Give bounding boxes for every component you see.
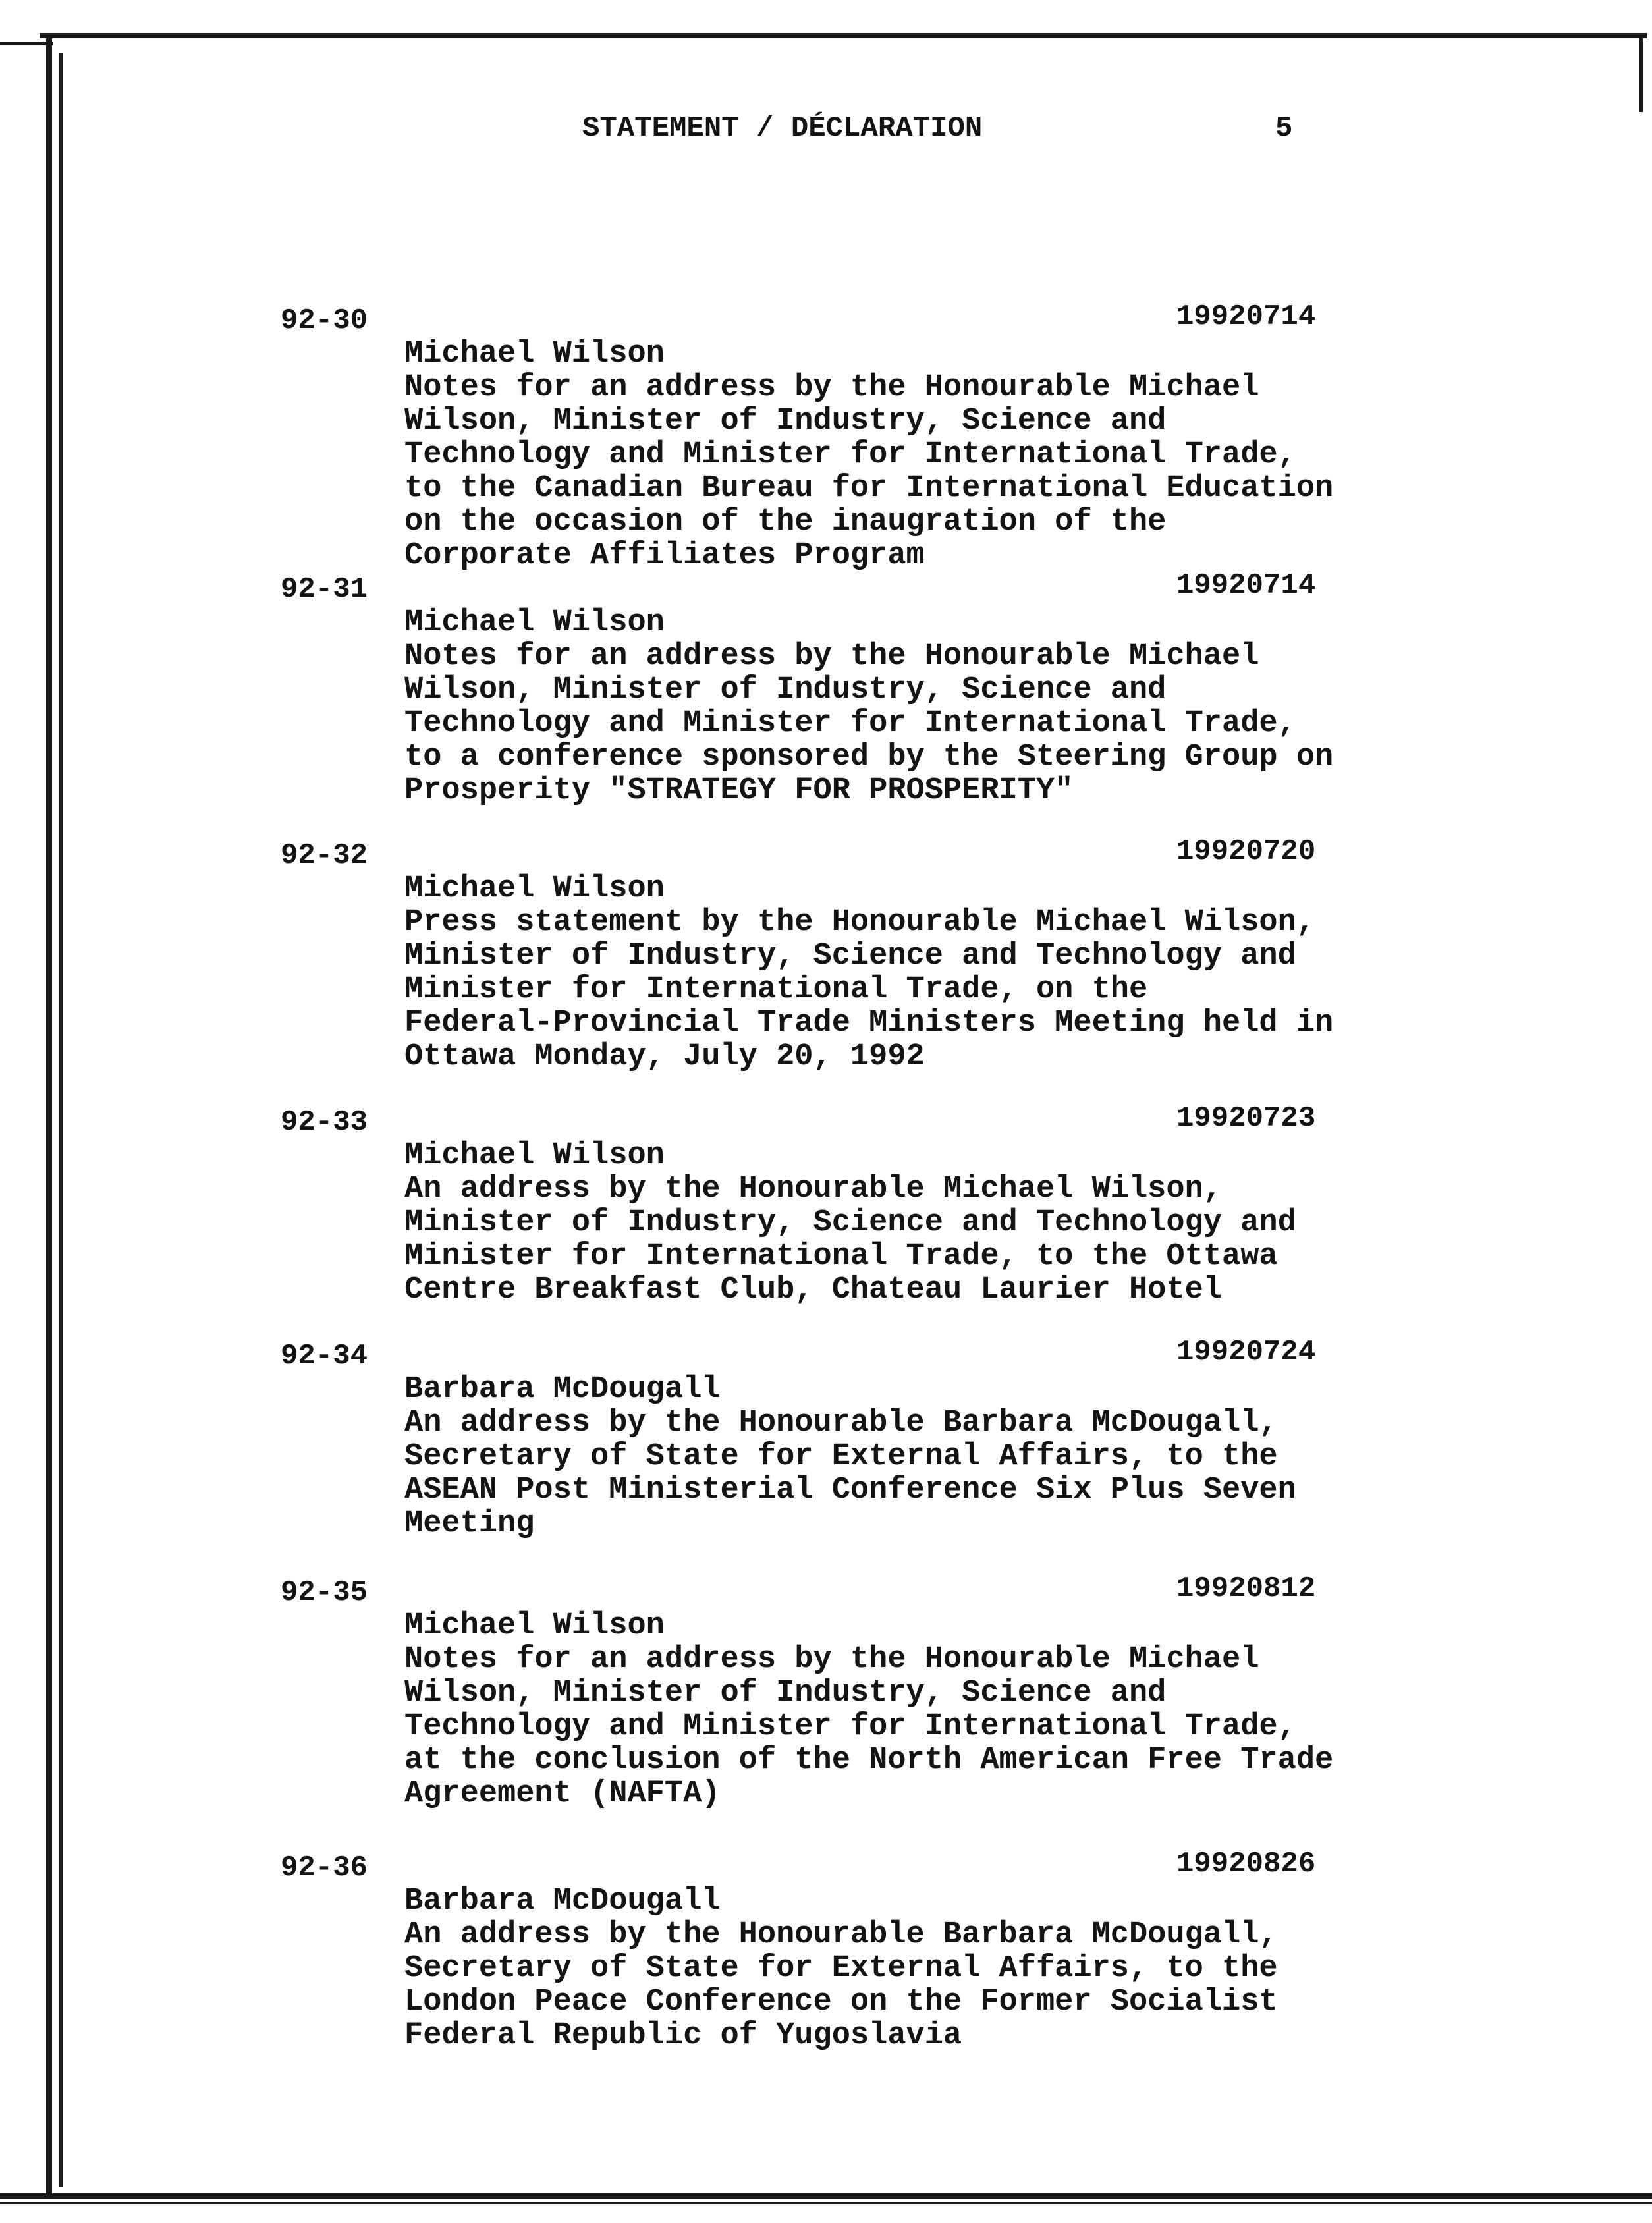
statement-description-line: Corporate Affiliates Program (404, 538, 925, 573)
statement-body (404, 1609, 1524, 1811)
page-header (0, 109, 1652, 149)
statement-number: 92-32 (281, 839, 368, 872)
statement-description-line: Minister of Industry, Science and Technology and (404, 1205, 1296, 1240)
statement-speaker: Michael Wilson (404, 1138, 665, 1173)
statement-description-line: Federal-Provincial Trade Ministers Meeting held in (404, 1006, 1334, 1041)
statement-description-line: Federal Republic of Yugoslavia (404, 2018, 962, 2053)
page-border-top (40, 33, 1647, 38)
statement-entry (0, 835, 1652, 1103)
page-border-right (1639, 33, 1643, 112)
statement-entry (0, 569, 1652, 837)
statement-description-line: to a conference sponsored by the Steering Group on (404, 740, 1334, 775)
statement-description-line: Technology and Minister for International Trade, (404, 437, 1296, 472)
statement-entry (0, 300, 1652, 573)
page-title: STATEMENT / DÉCLARATION (582, 112, 983, 145)
statement-description-line: An address by the Honourable Barbara McDougall, (404, 1406, 1278, 1441)
statement-description-line: Minister for International Trade, to the Ottawa (404, 1239, 1278, 1274)
statement-description-line: Centre Breakfast Club, Chateau Laurier Hotel (404, 1273, 1223, 1307)
statement-description-line: Technology and Minister for International Trade, (404, 1709, 1296, 1744)
statement-date: 19920724 (1176, 1336, 1316, 1369)
statement-speaker: Barbara McDougall (404, 1372, 721, 1407)
statement-description-line: London Peace Conference on the Former Socialist (404, 1985, 1278, 2019)
statement-description-line: Wilson, Minister of Industry, Science and (404, 404, 1167, 439)
statement-body (404, 337, 1524, 572)
statement-description-line: ASEAN Post Ministerial Conference Six Plus Seven (404, 1473, 1296, 1508)
statement-description-line: Notes for an address by the Honourable Michael (404, 639, 1259, 674)
statement-description-line: An address by the Honourable Michael Wilson, (404, 1172, 1223, 1207)
statement-description-line: at the conclusion of the North American Free Trade (404, 1743, 1334, 1778)
statement-date: 19920723 (1176, 1102, 1316, 1135)
statement-date: 19920812 (1176, 1572, 1316, 1605)
statement-number: 92-33 (281, 1106, 368, 1139)
statement-description-line: Wilson, Minister of Industry, Science and (404, 1676, 1167, 1711)
statement-description-line: Minister for International Trade, on the (404, 972, 1148, 1007)
statement-speaker: Michael Wilson (404, 871, 665, 906)
statement-description-line: to the Canadian Bureau for International Education (404, 471, 1334, 506)
statement-description-line: Technology and Minister for International Trade, (404, 706, 1296, 741)
statement-speaker: Barbara McDougall (404, 1884, 721, 1919)
statement-body (404, 606, 1524, 808)
statement-body (404, 872, 1524, 1074)
page-border-top-edge (0, 42, 53, 45)
statement-body (404, 1884, 1524, 2052)
statement-number: 92-35 (281, 1576, 368, 1609)
statement-description-line: Notes for an address by the Honourable Michael (404, 1642, 1259, 1677)
statement-body (404, 1373, 1524, 1541)
page-border-bottom-edge (0, 2202, 1652, 2204)
statement-description-line: Prosperity "STRATEGY FOR PROSPERITY" (404, 773, 1074, 808)
statement-date: 19920720 (1176, 835, 1316, 868)
statement-description-line: Ottawa Monday, July 20, 1992 (404, 1039, 925, 1074)
statement-description-line: Agreement (NAFTA) (404, 1776, 721, 1811)
statement-number: 92-36 (281, 1852, 368, 1884)
statement-description-line: Secretary of State for External Affairs, to the (404, 1439, 1278, 1474)
page-number: 5 (1275, 112, 1293, 145)
statement-entry (0, 1572, 1652, 1840)
statement-description-line: Meeting (404, 1506, 535, 1541)
statement-description-line: Notes for an address by the Honourable Michael (404, 370, 1259, 405)
statement-date: 19920714 (1176, 300, 1316, 333)
statement-number: 92-34 (281, 1340, 368, 1373)
page-border-bottom (0, 2193, 1652, 2199)
statement-description-line: An address by the Honourable Barbara McDougall, (404, 1917, 1278, 1952)
statement-speaker: Michael Wilson (404, 337, 665, 371)
statement-number: 92-30 (281, 304, 368, 337)
statement-description-line: Press statement by the Honourable Michael Wilson, (404, 905, 1315, 940)
statement-speaker: Michael Wilson (404, 1608, 665, 1643)
statement-number: 92-31 (281, 573, 368, 606)
statement-description-line: Minister of Industry, Science and Technology and (404, 939, 1296, 974)
statement-entry (0, 1102, 1652, 1369)
statement-description-line: Secretary of State for External Affairs, to the (404, 1951, 1278, 1986)
statement-entry (0, 1848, 1652, 2115)
statement-date: 19920714 (1176, 569, 1316, 602)
statement-entry (0, 1336, 1652, 1603)
statement-speaker: Michael Wilson (404, 605, 665, 640)
statement-date: 19920826 (1176, 1848, 1316, 1880)
statement-description-line: Wilson, Minister of Industry, Science and (404, 672, 1167, 707)
statement-body (404, 1139, 1524, 1307)
statement-description-line: on the occasion of the inaugration of the (404, 505, 1167, 539)
